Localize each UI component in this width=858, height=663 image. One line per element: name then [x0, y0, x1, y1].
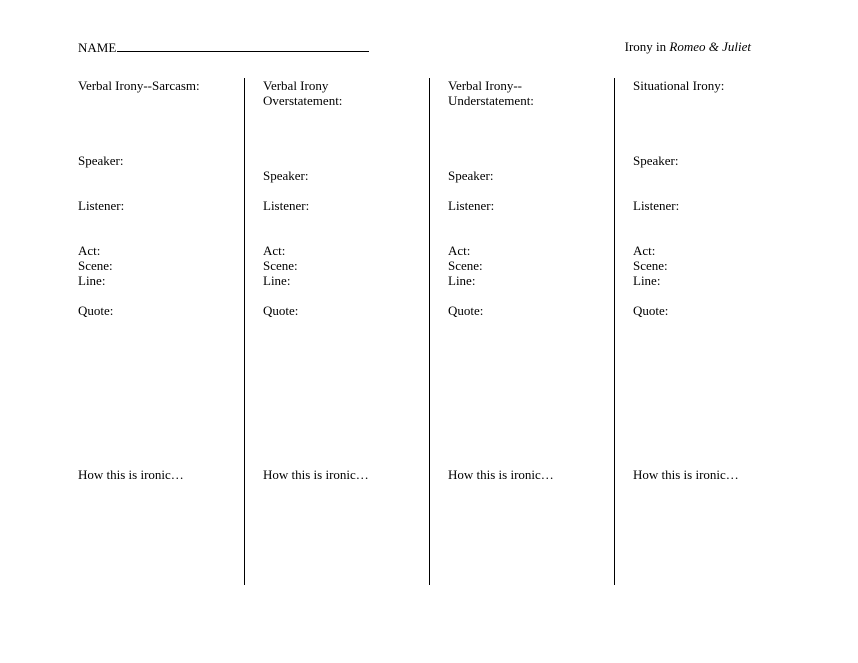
- how-ironic-label: How this is ironic…: [78, 467, 184, 482]
- scene-label: Scene:: [78, 258, 113, 273]
- speaker-label: Speaker:: [263, 168, 309, 183]
- column-heading: Verbal Irony--: [448, 78, 522, 93]
- column-sarcasm: [78, 78, 248, 508]
- how-ironic-label: How this is ironic…: [448, 467, 554, 482]
- column-heading-line2: Overstatement:: [263, 93, 343, 108]
- scene-label: Scene:: [633, 258, 668, 273]
- quote-label: Quote:: [448, 303, 484, 318]
- how-ironic-label: How this is ironic…: [263, 467, 369, 482]
- line-label: Line:: [633, 273, 661, 288]
- scene-label: Scene:: [448, 258, 483, 273]
- quote-label: Quote:: [633, 303, 669, 318]
- scene-label: Scene:: [263, 258, 298, 273]
- line-label: Line:: [78, 273, 106, 288]
- act-label: Act:: [633, 243, 656, 258]
- speaker-label: Speaker:: [78, 153, 124, 168]
- column-heading: Verbal Irony--Sarcasm:: [78, 78, 200, 93]
- quote-label: Quote:: [78, 303, 114, 318]
- column-understatement: [448, 78, 618, 508]
- column-divider: [429, 78, 430, 585]
- column-heading-line2: Understatement:: [448, 93, 534, 108]
- column-divider: [614, 78, 615, 585]
- name-label: NAME: [78, 40, 117, 55]
- column-divider: [244, 78, 245, 585]
- line-label: Line:: [448, 273, 476, 288]
- column-heading: Situational Irony:: [633, 78, 725, 93]
- listener-label: Listener:: [263, 198, 310, 213]
- line-label: Line:: [263, 273, 291, 288]
- act-label: Act:: [78, 243, 101, 258]
- quote-label: Quote:: [263, 303, 299, 318]
- column-situational: [633, 78, 803, 508]
- column-overstatement: [263, 78, 433, 508]
- name-line: [78, 39, 369, 55]
- page-title: [625, 39, 751, 54]
- name-blank-rule: [117, 39, 369, 52]
- listener-label: Listener:: [633, 198, 680, 213]
- column-heading: Verbal Irony: [263, 78, 329, 93]
- listener-label: Listener:: [78, 198, 125, 213]
- act-label: Act:: [448, 243, 471, 258]
- listener-label: Listener:: [448, 198, 495, 213]
- speaker-label: Speaker:: [633, 153, 679, 168]
- how-ironic-label: How this is ironic…: [633, 467, 739, 482]
- page-title-play: Romeo & Juliet: [669, 39, 751, 54]
- speaker-label: Speaker:: [448, 168, 494, 183]
- act-label: Act:: [263, 243, 286, 258]
- page-title-prefix: Irony in: [624, 39, 670, 54]
